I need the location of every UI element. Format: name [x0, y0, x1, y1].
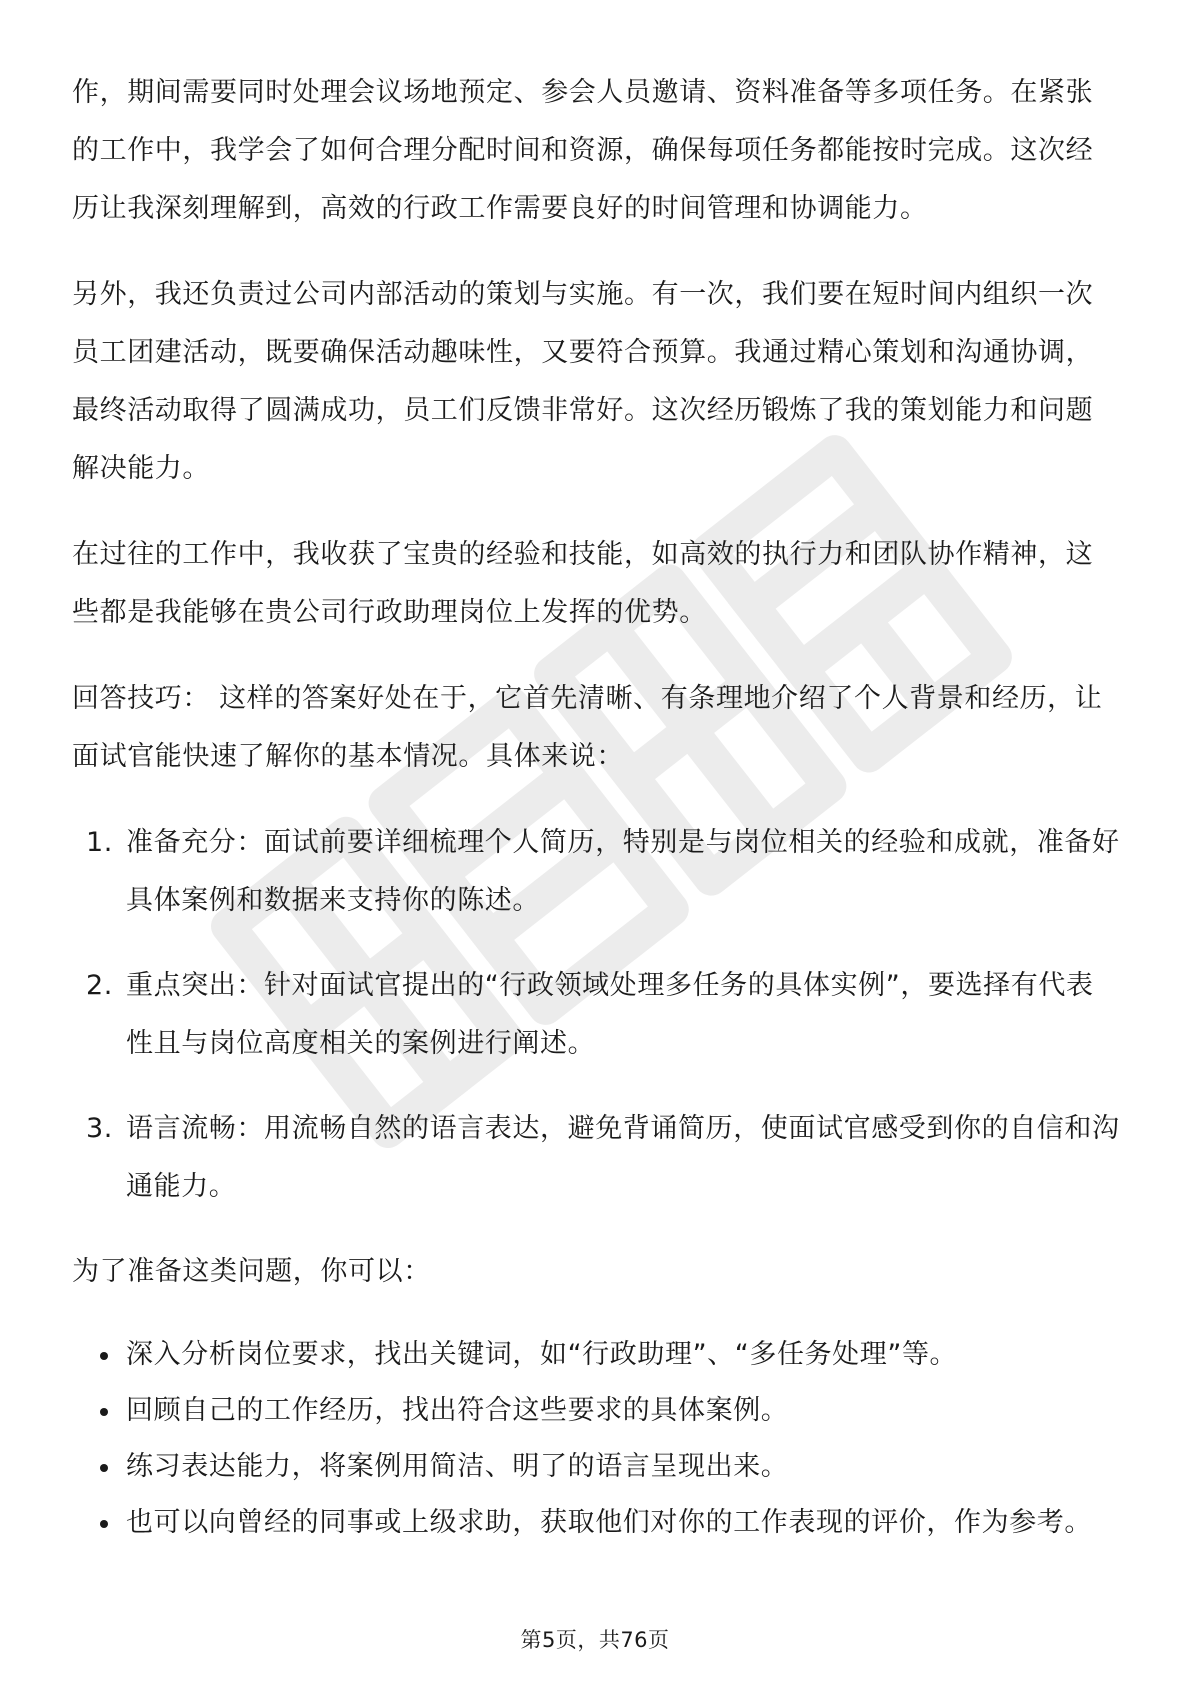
- page-number: 第5页，共76页: [520, 1628, 670, 1652]
- paragraph: 另外，我还负责过公司内部活动的策划与实施。有一次，我们要在短时间内组织一次员工团建活动，既要确保活动趣味性，又要符合预算。我通过精心策划和沟通协调，最终活动取得了圆满成功，员工们反馈非常好。这次经历锻炼了我的策划能力和问题解决能力。: [72, 279, 1094, 484]
- bullet-list-item: [72, 1439, 1120, 1495]
- bullet-icon: [100, 1408, 108, 1416]
- answer-tips-paragraph: 回答技巧： 这样的答案好处在于，它首先清晰、有条理地介绍了个人背景和经历，让面试官能快速了解你的基本情况。具体来说：: [72, 683, 1103, 772]
- list-item-text: 深入分析岗位要求，找出关键词，如“行政助理”、“多任务处理”等。: [126, 1339, 958, 1370]
- list-item-text: 也可以向曾经的同事或上级求助，获取他们对你的工作表现的评价，作为参考。: [126, 1507, 1092, 1538]
- list-number: 2.: [86, 970, 113, 1001]
- paragraph: 作，期间需要同时处理会议场地预定、参会人员邀请、资料准备等多项任务。在紧张的工作中，我学会了如何合理分配时间和资源，确保每项任务都能按时完成。这次经历让我深刻理解到，高效的行政工作需要良好的时间管理和协调能力。: [72, 77, 1094, 224]
- bullet-list-item: [72, 1327, 1120, 1383]
- bullet-list-item: [72, 1495, 1120, 1551]
- bullet-list: [72, 1327, 1120, 1551]
- numbered-list: [72, 814, 1120, 1216]
- numbered-list-item: [72, 814, 1120, 930]
- paragraph: 在过往的工作中，我收获了宝贵的经验和技能，如高效的执行力和团队协作精神，这些都是我能够在贵公司行政助理岗位上发挥的优势。: [72, 539, 1094, 628]
- list-item-text: 练习表达能力，将案例用简洁、明了的语言呈现出来。: [126, 1451, 789, 1482]
- list-item-text: 语言流畅：用流畅自然的语言表达，避免背诵简历，使面试官感受到你的自信和沟通能力。: [126, 1113, 1120, 1202]
- list-number: 3.: [86, 1113, 113, 1144]
- bullet-icon: [100, 1464, 108, 1472]
- numbered-list-item: [72, 957, 1120, 1073]
- list-item-text: 准备充分：面试前要详细梳理个人简历，特别是与岗位相关的经验和成就，准备好具体案例和数据来支持你的陈述。: [126, 827, 1120, 916]
- list-item-text: 重点突出：针对面试官提出的“行政领域处理多任务的具体实例”，要选择有代表性且与岗位高度相关的案例进行阐述。: [126, 970, 1094, 1059]
- bullet-icon: [100, 1352, 108, 1360]
- list-number: 1.: [86, 827, 113, 858]
- numbered-list-item: [72, 1100, 1120, 1216]
- document-body: [72, 64, 1120, 1551]
- bullet-icon: [100, 1520, 108, 1528]
- bullet-list-item: [72, 1383, 1120, 1439]
- prep-intro: 为了准备这类问题，你可以：: [72, 1256, 431, 1287]
- list-item-text: 回顾自己的工作经历，找出符合这些要求的具体案例。: [126, 1395, 789, 1426]
